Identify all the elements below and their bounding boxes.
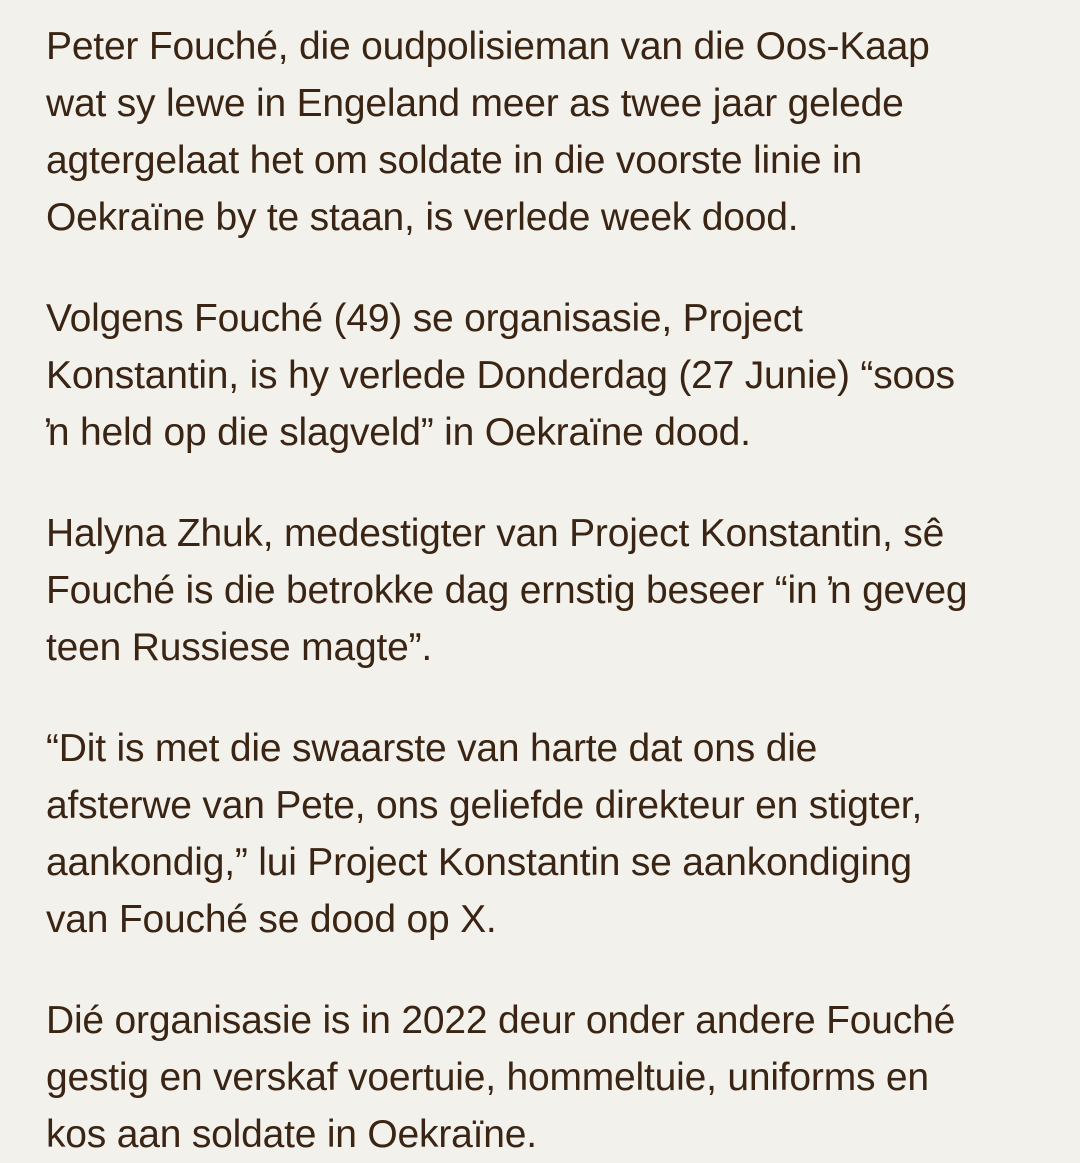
paragraph-2: [46, 290, 1040, 461]
paragraph-3: [46, 505, 1040, 676]
paragraph-line: afsterwe van Pete, ons geliefde direkteur en stigter,: [46, 784, 923, 827]
paragraph-line: Peter Fouché, die oudpolisieman van die Oos-Kaap: [46, 25, 930, 68]
paragraph-line: gestig en verskaf voertuie, hommeltuie, uniforms en: [46, 1056, 929, 1099]
paragraph-line: ŉ held op die slagveld” in Oekraïne dood.: [46, 411, 751, 454]
paragraph-4: [46, 720, 1040, 948]
paragraph-line: Fouché is die betrokke dag ernstig beseer “in ŉ geveg: [46, 569, 968, 612]
paragraph-line: “Dit is met die swaarste van harte dat ons die: [46, 727, 818, 770]
paragraph-1: [46, 18, 1040, 246]
paragraph-line: aankondig,” lui Project Konstantin se aankondiging: [46, 841, 912, 884]
paragraph-line: teen Russiese magte”.: [46, 626, 432, 669]
paragraph-line: Volgens Fouché (49) se organisasie, Project: [46, 297, 803, 340]
paragraph-line: Halyna Zhuk, medestigter van Project Konstantin, sê: [46, 512, 945, 555]
paragraph-line: kos aan soldate in Oekraïne.: [46, 1113, 537, 1156]
paragraph-line: Konstantin, is hy verlede Donderdag (27 Junie) “soos: [46, 354, 955, 397]
paragraph-line: Dié organisasie is in 2022 deur onder andere Fouché: [46, 999, 956, 1042]
paragraph-line: van Fouché se dood op X.: [46, 898, 497, 941]
paragraph-5: [46, 992, 1040, 1163]
paragraph-line: Oekraïne by te staan, is verlede week dood.: [46, 196, 799, 239]
paragraph-line: wat sy lewe in Engeland meer as twee jaar gelede: [46, 82, 904, 125]
paragraph-line: agtergelaat het om soldate in die voorste linie in: [46, 139, 863, 182]
